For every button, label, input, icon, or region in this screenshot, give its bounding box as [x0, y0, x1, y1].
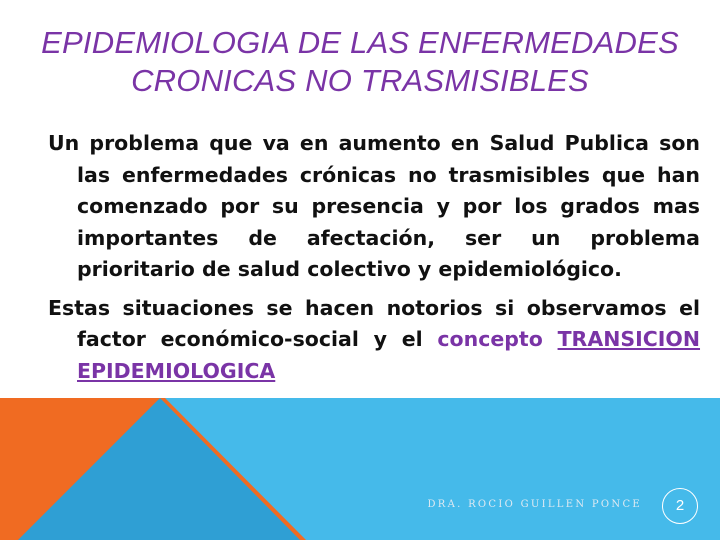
title-line-2: CRONICAS NO TRASMISIBLES — [131, 63, 589, 98]
title-line-1: EPIDEMIOLOGIA DE LAS ENFERMEDADES — [41, 25, 679, 60]
concept-word: concepto — [437, 327, 543, 351]
footer-author: DRA. ROCIO GUILLEN PONCE — [427, 499, 642, 510]
slide-title — [30, 24, 690, 100]
paragraph-2-lead: Estas situaciones se hacen notorios si observamos el factor económico-social y el — [48, 295, 700, 351]
page-number-badge: 2 — [662, 488, 698, 524]
slide-body — [48, 128, 700, 387]
paragraph-2 — [48, 293, 700, 388]
paragraph-1: Un problema que va en aumento en Salud Publica son las enfermedades crónicas no trasmisibles que han comenzado por su presencia y por los grados mas importantes de afectación, ser un problema prioritario de salud colectivo y epidemiológico. — [48, 131, 700, 281]
transicion-epidemiologica-link[interactable]: TRANSICION EPIDEMIOLOGICA — [77, 327, 701, 383]
